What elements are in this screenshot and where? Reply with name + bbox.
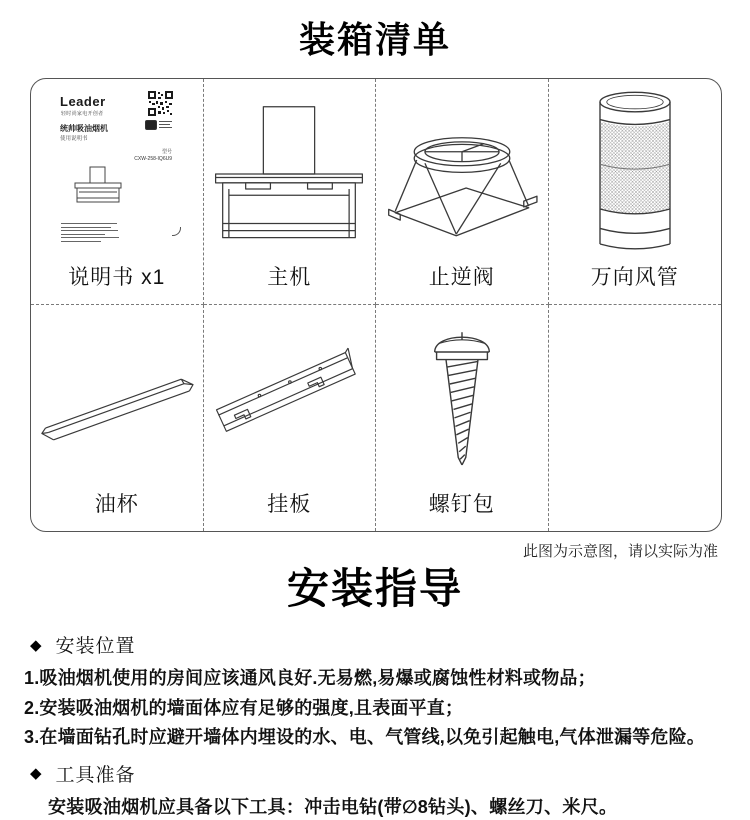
- model-number: 型号 CXW-258-IQ6U9: [134, 149, 172, 162]
- item-label-screw-pack: 螺钉包: [428, 493, 495, 516]
- diamond-bullet-icon: ◆: [30, 636, 43, 654]
- tools-requirement-line: 安装吸油烟机应具备以下工具：冲击电钻(带∅8钻头)、螺丝刀、米尺。: [48, 796, 618, 817]
- packing-cell-oil-cup: [31, 305, 204, 531]
- mini-hood-drawing: [71, 165, 125, 209]
- check-valve-drawing: [382, 104, 542, 244]
- item-label-manual: 说明书 x1: [68, 266, 166, 289]
- guide-line-3: 3.在墙面钻孔时应避开墙体内埋设的水、电、气管线,以免引起触电,气体泄漏等危险。: [24, 727, 706, 747]
- manual-product-name: 统帅吸油烟机: [60, 124, 108, 133]
- packing-list-title: 装箱清单: [298, 19, 451, 60]
- packing-cell-duct: [549, 79, 722, 305]
- section-heading-tools-label: 工具准备: [55, 764, 136, 786]
- brand-tagline: 轻时尚家电开创者: [61, 111, 104, 117]
- item-label-oil-cup: 油杯: [94, 493, 139, 516]
- section-heading-location: [30, 631, 730, 658]
- screw-drawing: [419, 320, 505, 480]
- section-heading-tools: [30, 760, 730, 787]
- guide-line-1: 1.吸油烟机使用的房间应该通风良好.无易燃,易爆或腐蚀性材料或物品；: [24, 668, 596, 688]
- packing-table: [30, 78, 722, 532]
- diamond-bullet-icon: ◆: [30, 765, 43, 782]
- item-label-main-unit: 主机: [267, 266, 312, 289]
- section-heading-location-label: 安装位置: [55, 636, 136, 657]
- duct-drawing: [580, 86, 690, 261]
- manual-doc-type: 使用说明书: [60, 136, 88, 142]
- packing-cell-manual: [31, 79, 204, 305]
- packing-cell-screw-pack: [376, 305, 549, 531]
- guide-line-2: 2.安装吸油烟机的墙面体应有足够的强度,且表面平直；: [24, 697, 464, 718]
- packing-cell-check-valve: [376, 79, 549, 305]
- qr-code-icon: [148, 91, 173, 116]
- packing-cell-hanging-plate: [204, 305, 377, 531]
- item-label-hanging-plate: 挂板: [267, 493, 312, 516]
- oil-cup-drawing: [31, 345, 203, 455]
- item-label-check-valve: 止逆阀: [428, 266, 495, 289]
- page-curl-mark: [172, 227, 181, 236]
- fine-print-lines: [61, 223, 123, 244]
- item-label-duct: 万向风管: [590, 266, 679, 289]
- install-guide-title: 安装指导: [286, 565, 463, 612]
- scan-hint-icon: [145, 120, 173, 131]
- install-guide-body: [24, 629, 730, 820]
- packing-cell-main-unit: [204, 79, 377, 305]
- manual-cover-drawing: [55, 89, 175, 251]
- disclaimer-note: 此图为示意图，请以实际为准: [522, 543, 718, 560]
- hanging-plate-drawing: [204, 330, 374, 470]
- packing-cell-empty: [549, 305, 722, 531]
- main-unit-drawing: [205, 99, 373, 249]
- brand-logo: Leader: [60, 94, 106, 109]
